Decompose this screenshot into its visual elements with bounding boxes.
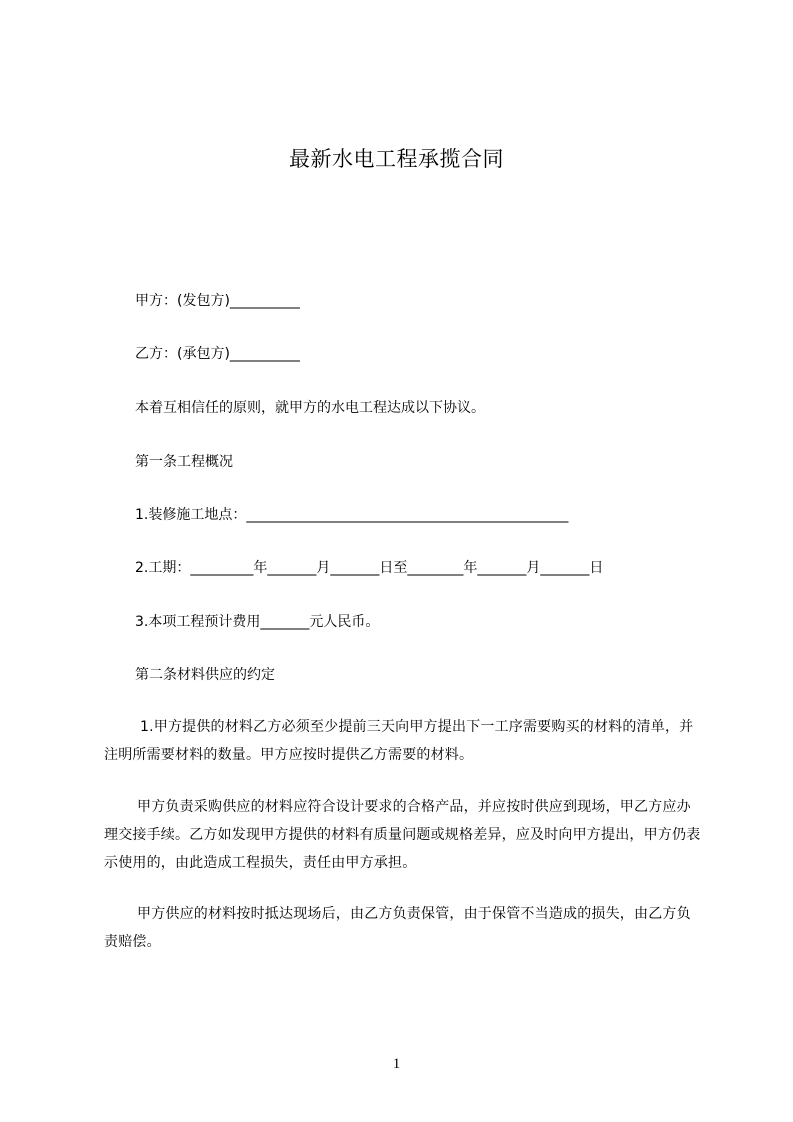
schedule-line: 2.工期：_________年_______月_______日至________年_______月_______日 <box>135 560 604 576</box>
article-1-heading: 第一条工程概况 <box>135 454 233 470</box>
party-a-line: 甲方：(发包方)__________ <box>135 293 300 309</box>
materials-paragraph-2: 甲方负责采购供应的材料应符合设计要求的合格产品，并应按时供应到现场，甲乙方应办理交接手续。乙方如发现甲方提供的材料有质量问题或规格差异，应及时向甲方提出，甲方仍表示使用的，由此造成工程损失，责任由甲方承担。 <box>104 799 701 871</box>
page-number: 1 <box>392 1056 401 1072</box>
materials-paragraph-1: 1.甲方提供的材料乙方必须至少提前三天向甲方提出下一工序需要购买的材料的清单，并注明所需要材料的数量。甲方应按时提供乙方需要的材料。 <box>104 719 694 763</box>
intro-line: 本着互相信任的原则，就甲方的水电工程达成以下协议。 <box>135 400 485 416</box>
materials-paragraph-3: 甲方供应的材料按时抵达现场后，由乙方负责保管，由于保管不当造成的损失，由乙方负责赔偿。 <box>104 906 691 950</box>
site-address-line: 1.装修施工地点：______________________________________________ <box>135 507 569 523</box>
party-b-line: 乙方：(承包方)__________ <box>135 346 300 362</box>
document-title: 最新水电工程承揽合同 <box>289 147 504 171</box>
cost-line: 3.本项工程预计费用_______元人民币。 <box>135 614 380 630</box>
article-2-heading: 第二条材料供应的约定 <box>135 667 275 683</box>
